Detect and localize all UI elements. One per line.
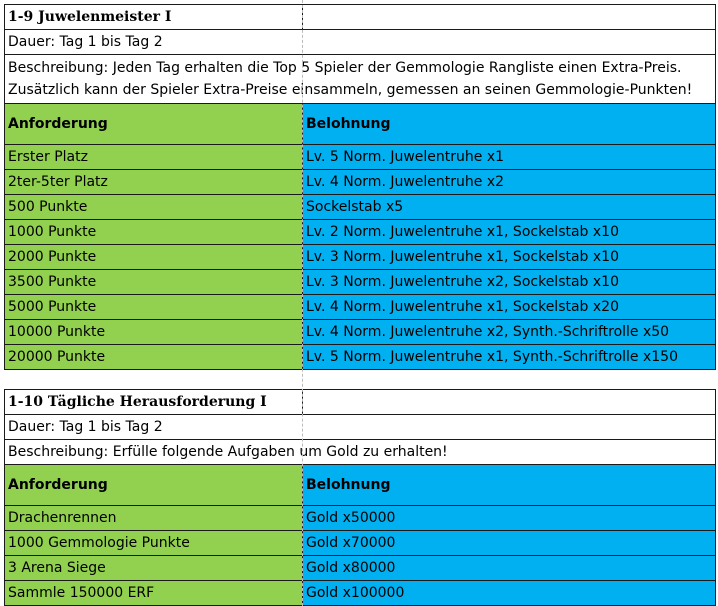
table-row (5, 556, 716, 581)
table-row (5, 270, 716, 295)
event-table-juwelenmeister (4, 4, 716, 370)
requirement-cell: 3 Arena Siege (5, 556, 303, 581)
reward-cell: Gold x70000 (303, 531, 716, 556)
header-reward: Belohnung (303, 465, 716, 506)
table-row (5, 581, 716, 606)
requirement-cell: Sammle 150000 ERF (5, 581, 303, 606)
table-row (5, 170, 716, 195)
duration: Dauer: Tag 1 bis Tag 2 (5, 30, 716, 55)
requirement-cell: 500 Punkte (5, 195, 303, 220)
requirement-cell: Drachenrennen (5, 506, 303, 531)
table-row (5, 506, 716, 531)
reward-cell: Gold x100000 (303, 581, 716, 606)
table-row (5, 345, 716, 370)
reward-cell: Gold x80000 (303, 556, 716, 581)
duration: Dauer: Tag 1 bis Tag 2 (5, 415, 716, 440)
event-table-taegliche-herausforderung (4, 389, 716, 606)
header-requirement: Anforderung (5, 104, 303, 145)
reward-cell: Lv. 5 Norm. Juwelentruhe x1 (303, 145, 716, 170)
empty-cell (303, 390, 716, 415)
requirement-cell: 2000 Punkte (5, 245, 303, 270)
table-row (5, 531, 716, 556)
requirement-cell: 1000 Gemmologie Punkte (5, 531, 303, 556)
table-row (5, 320, 716, 345)
requirement-cell: 1000 Punkte (5, 220, 303, 245)
reward-cell: Lv. 2 Norm. Juwelentruhe x1, Sockelstab x10 (303, 220, 716, 245)
reward-cell: Lv. 4 Norm. Juwelentruhe x2 (303, 170, 716, 195)
table-row (5, 145, 716, 170)
reward-cell: Gold x50000 (303, 506, 716, 531)
description: Beschreibung: Jeden Tag erhalten die Top 5 Spieler der Gemmologie Rangliste einen Extra-Preis. Zusätzlich kann der Spieler Extra-Preise einsammeln, gemessen an seinen Gemmologie-Punkten! (5, 55, 716, 104)
table-row (5, 245, 716, 270)
table-row (5, 195, 716, 220)
requirement-cell: 2ter-5ter Platz (5, 170, 303, 195)
section-title: 1-10 Tägliche Herausforderung I (5, 390, 303, 415)
section-title: 1-9 Juwelenmeister I (5, 5, 303, 30)
description: Beschreibung: Erfülle folgende Aufgaben um Gold zu erhalten! (5, 440, 716, 465)
reward-cell: Lv. 4 Norm. Juwelentruhe x2, Synth.-Schriftrolle x50 (303, 320, 716, 345)
reward-cell: Lv. 3 Norm. Juwelentruhe x1, Sockelstab x10 (303, 245, 716, 270)
requirement-cell: 5000 Punkte (5, 295, 303, 320)
requirement-cell: 3500 Punkte (5, 270, 303, 295)
header-requirement: Anforderung (5, 465, 303, 506)
reward-cell: Lv. 4 Norm. Juwelentruhe x1, Sockelstab x20 (303, 295, 716, 320)
reward-cell: Lv. 3 Norm. Juwelentruhe x2, Sockelstab x10 (303, 270, 716, 295)
reward-cell: Lv. 5 Norm. Juwelentruhe x1, Synth.-Schriftrolle x150 (303, 345, 716, 370)
header-reward: Belohnung (303, 104, 716, 145)
table-row (5, 220, 716, 245)
requirement-cell: 20000 Punkte (5, 345, 303, 370)
empty-cell (303, 5, 716, 30)
reward-cell: Sockelstab x5 (303, 195, 716, 220)
requirement-cell: 10000 Punkte (5, 320, 303, 345)
table-row (5, 295, 716, 320)
requirement-cell: Erster Platz (5, 145, 303, 170)
